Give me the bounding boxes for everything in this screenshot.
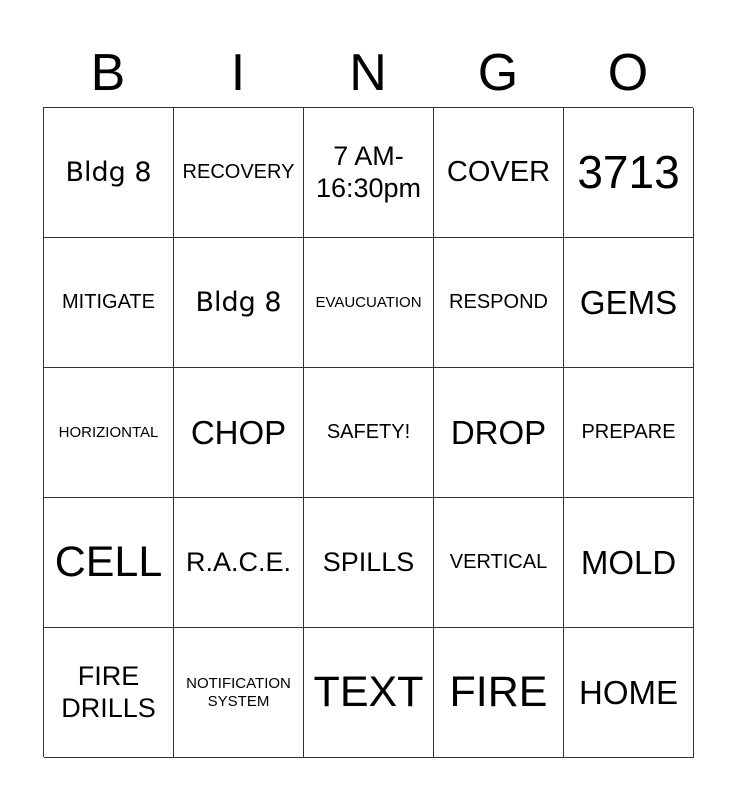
bingo-cell[interactable]: COVER: [434, 108, 564, 238]
bingo-cell[interactable]: RESPOND: [434, 238, 564, 368]
bingo-cell[interactable]: MOLD: [564, 498, 694, 628]
bingo-board: [43, 107, 693, 757]
bingo-cell[interactable]: DROP: [434, 368, 564, 498]
bingo-cell[interactable]: TEXT: [304, 628, 434, 758]
bingo-cell[interactable]: HOME: [564, 628, 694, 758]
bingo-cell[interactable]: GEMS: [564, 238, 694, 368]
bingo-cell[interactable]: FIRE DRILLS: [44, 628, 174, 758]
bingo-cell[interactable]: SAFETY!: [304, 368, 434, 498]
header-letter-b: B: [90, 44, 126, 102]
bingo-cell[interactable]: Bldg 8: [44, 108, 174, 238]
bingo-cell[interactable]: VERTICAL: [434, 498, 564, 628]
bingo-header: [43, 40, 693, 106]
bingo-cell[interactable]: EVAUCUATION: [304, 238, 434, 368]
bingo-cell[interactable]: RECOVERY: [174, 108, 304, 238]
bingo-cell[interactable]: Bldg 8: [174, 238, 304, 368]
bingo-cell[interactable]: PREPARE: [564, 368, 694, 498]
bingo-cell[interactable]: SPILLS: [304, 498, 434, 628]
bingo-cell[interactable]: MITIGATE: [44, 238, 174, 368]
bingo-cell[interactable]: NOTIFICATION SYSTEM: [174, 628, 304, 758]
bingo-cell[interactable]: 3713: [564, 108, 694, 238]
bingo-cell[interactable]: 7 AM- 16:30pm: [304, 108, 434, 238]
bingo-cell[interactable]: CELL: [44, 498, 174, 628]
bingo-cell[interactable]: FIRE: [434, 628, 564, 758]
header-letter-g: G: [477, 44, 519, 102]
bingo-cell[interactable]: R.A.C.E.: [174, 498, 304, 628]
header-letter-i: I: [230, 44, 246, 102]
bingo-cell[interactable]: HORIZIONTAL: [44, 368, 174, 498]
header-letter-o: O: [607, 44, 649, 102]
bingo-cell[interactable]: CHOP: [174, 368, 304, 498]
header-letter-n: N: [349, 44, 387, 102]
